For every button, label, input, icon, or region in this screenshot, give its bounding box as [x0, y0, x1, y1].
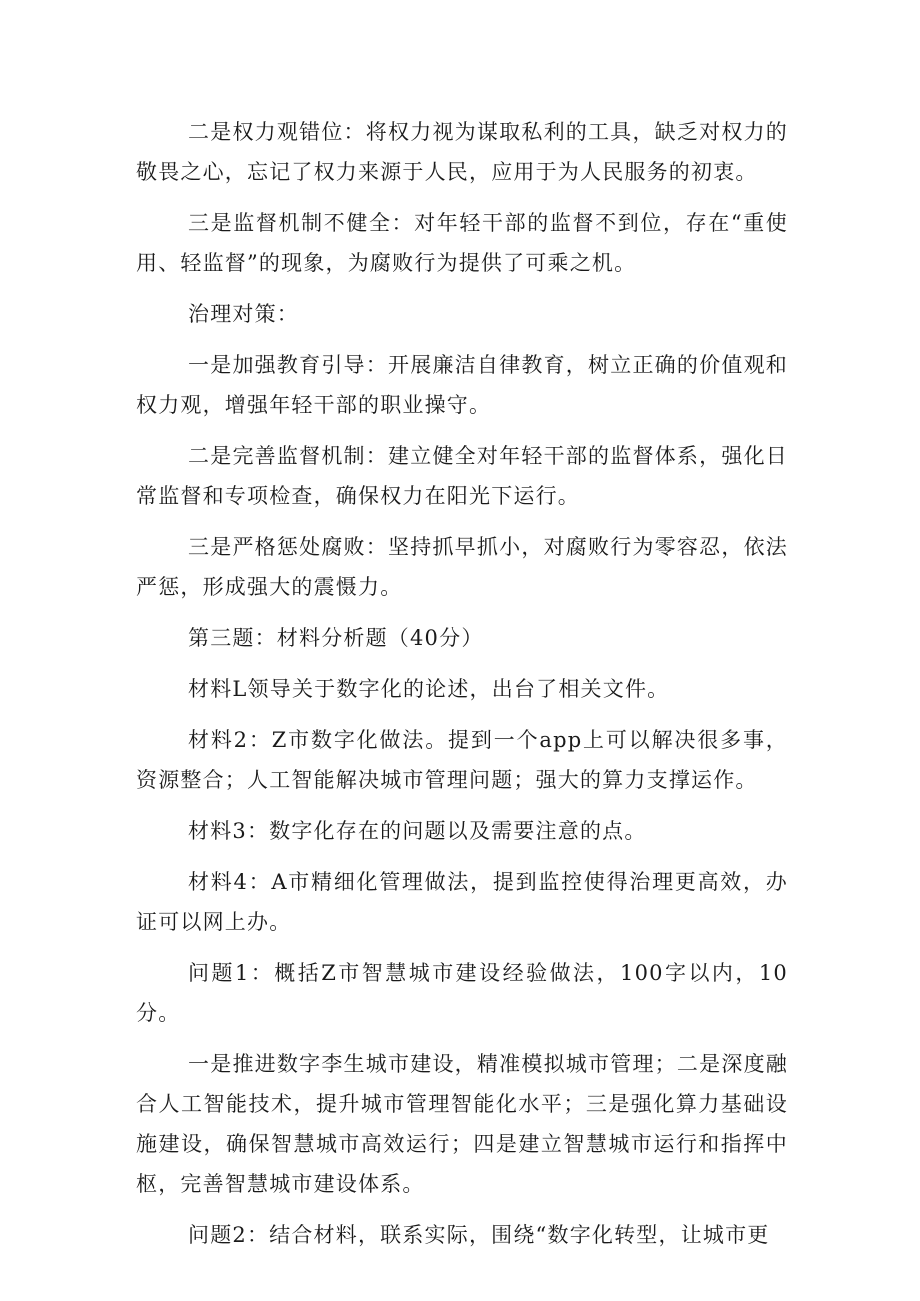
paragraph-material-2: 材料2：Z市数字化做法。提到一个app上可以解决很多事，资源整合；人工智能解决城市管理问题；强大的算力支撑运作。	[136, 728, 788, 792]
paragraph-material-1: 材料L领导关于数字化的论述，出台了相关文件。	[188, 677, 670, 701]
paragraph-countermeasures-heading: 治理对策：	[188, 302, 299, 326]
paragraph-question-1: 问题1：概括Z市智慧城市建设经验做法，100字以内，10分。	[136, 961, 788, 1025]
paragraph-answer-1: 一是推进数字李生城市建设，精准模拟城市管理；二是深度融合人工智能技术，提升城市管理智能化水平；三是强化算力基础设施建设，确保智慧城市高效运行；四是建立智慧城市运行和指挥中枢，完善智慧城市建设体系。	[136, 1052, 788, 1196]
paragraph-material-3: 材料3：数字化存在的问题以及需要注意的点。	[188, 819, 647, 843]
paragraph-power-misplacement: 二是权力观错位：将权力视为谋取私利的工具，缺乏对权力的敬畏之心，忘记了权力来源于人民，应用于为人民服务的初衷。	[136, 120, 788, 184]
paragraph-improve-supervision: 二是完善监督机制：建立健全对年轻干部的监督体系，强化日常监督和专项检查，确保权力在阳光下运行。	[136, 444, 788, 508]
paragraph-supervision-weak: 三是监督机制不健全：对年轻干部的监督不到位，存在“重使用、轻监督”的现象，为腐败行为提供了可乘之机。	[136, 211, 788, 275]
paragraph-question-three-heading: 第三题：材料分析题（40分）	[188, 626, 484, 650]
document-body	[136, 112, 788, 1266]
paragraph-punish-corruption: 三是严格惩处腐败：坚持抓早抓小，对腐败行为零容忍，依法严惩，形成强大的震慑力。	[136, 535, 788, 599]
paragraph-material-4: 材料4：A市精细化管理做法，提到监控使得治理更高效，办证可以网上办。	[136, 870, 788, 934]
paragraph-education-guidance: 一是加强教育引导：开展廉洁自律教育，树立正确的价值观和权力观，增强年轻干部的职业操守。	[136, 353, 788, 417]
paragraph-question-2: 问题2：结合材料，联系实际，围绕“数字化转型，让城市更	[188, 1223, 770, 1247]
